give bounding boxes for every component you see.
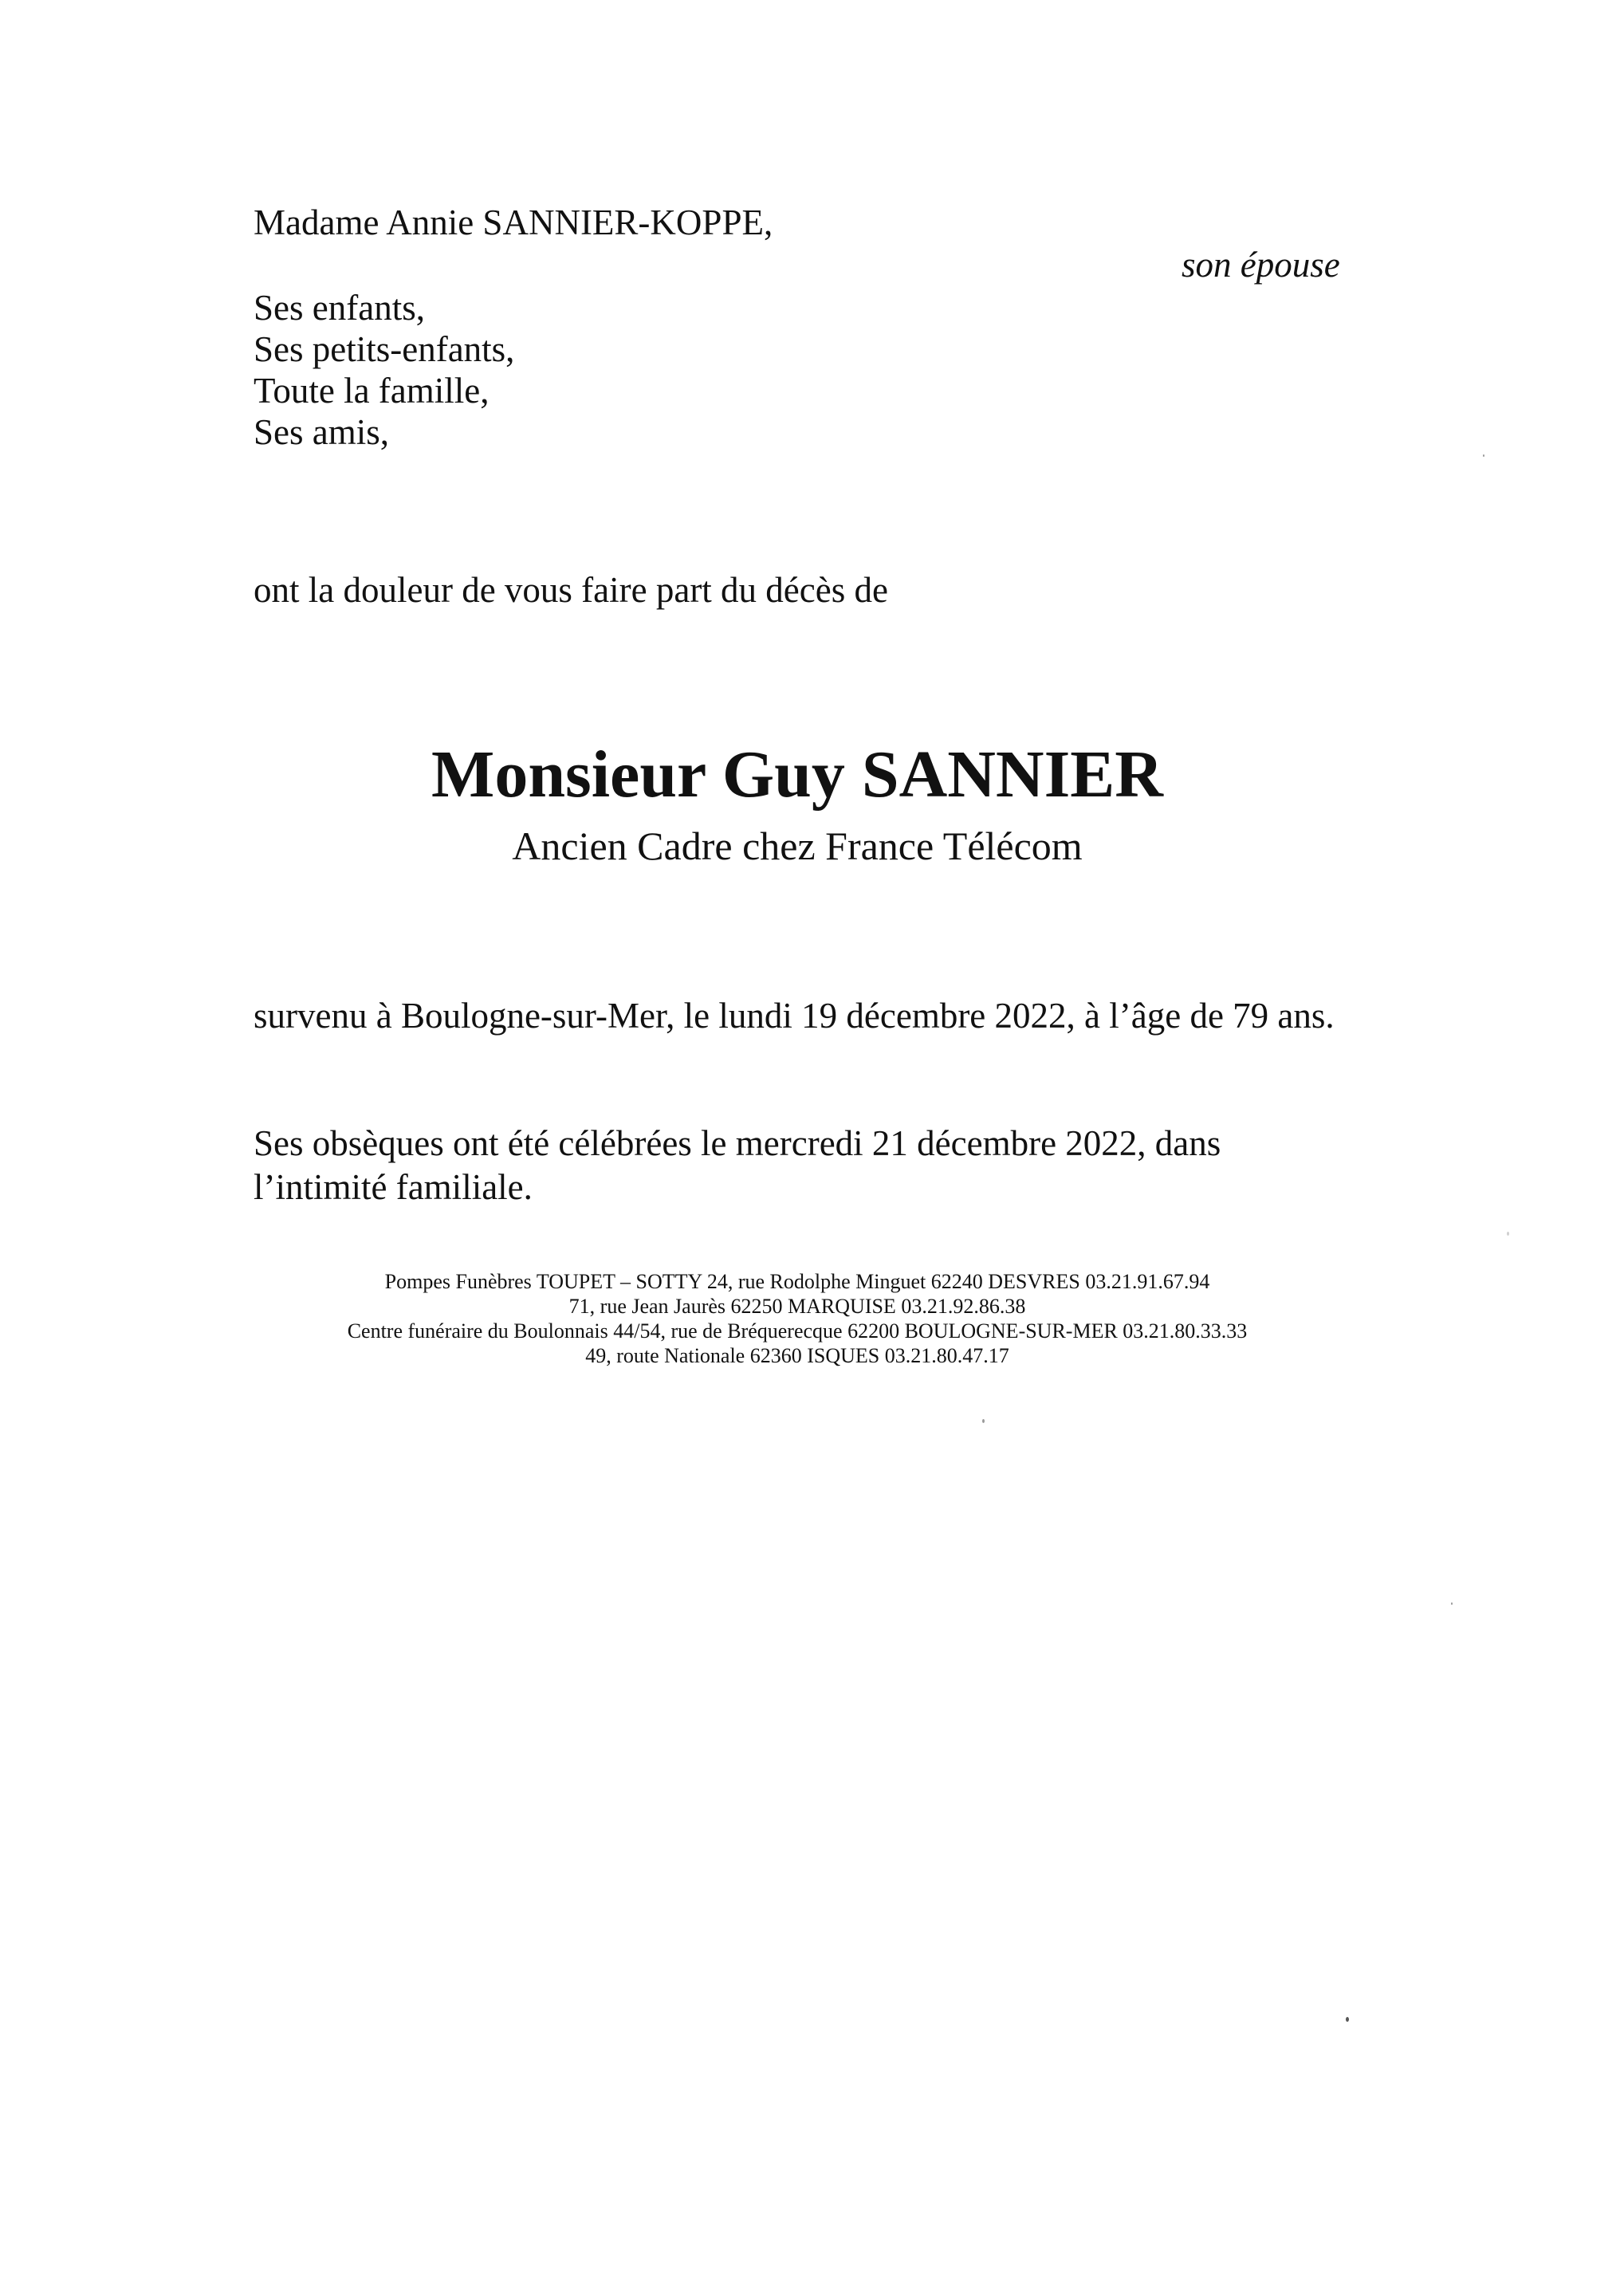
scan-speck [982, 1419, 985, 1423]
deceased-title: Ancien Cadre chez France Télécom [512, 824, 1083, 868]
funeral-home-line: Pompes Funèbres TOUPET – SOTTY 24, rue Rodolphe Minguet 62240 DESVRES 03.21.91.67.94 [384, 1270, 1210, 1293]
scan-speck [1451, 1602, 1453, 1605]
funeral-home-line: 71, rue Jean Jaurès 62250 MARQUISE 03.21.92.86.38 [568, 1295, 1026, 1318]
scan-speck [1483, 454, 1484, 457]
family-line: Toute la famille, [254, 371, 490, 411]
funeral-info [254, 1122, 1221, 1209]
family-line: Ses enfants, [254, 288, 425, 328]
announcement-text: ont la douleur de vous faire part du décès de [254, 570, 888, 610]
family-list [254, 287, 514, 453]
family-line: Ses petits-enfants, [254, 329, 515, 369]
scan-speck [1346, 2017, 1349, 2022]
death-info: survenu à Boulogne-sur-Mer, le lundi 19 décembre 2022, à l’âge de 79 ans. [254, 996, 1335, 1036]
scan-speck [1507, 1232, 1509, 1236]
funeral-home-line: 49, route Nationale 62360 ISQUES 03.21.80.47.17 [585, 1344, 1009, 1367]
funeral-line: l’intimité familiale. [254, 1167, 533, 1207]
funeral-line: Ses obsèques ont été célébrées le mercredi 21 décembre 2022, dans [254, 1123, 1221, 1163]
spouse-role: son épouse [1182, 245, 1340, 285]
funeral-homes-block [0, 1269, 1595, 1368]
family-line: Ses amis, [254, 412, 390, 452]
funeral-home-line: Centre funéraire du Boulonnais 44/54, rue de Bréquerecque 62200 BOULOGNE-SUR-MER 03.21.80.33.33 [347, 1319, 1248, 1343]
spouse-name: Madame Annie SANNIER-KOPPE, [254, 202, 773, 242]
deceased-name: Monsieur Guy SANNIER [431, 737, 1163, 812]
